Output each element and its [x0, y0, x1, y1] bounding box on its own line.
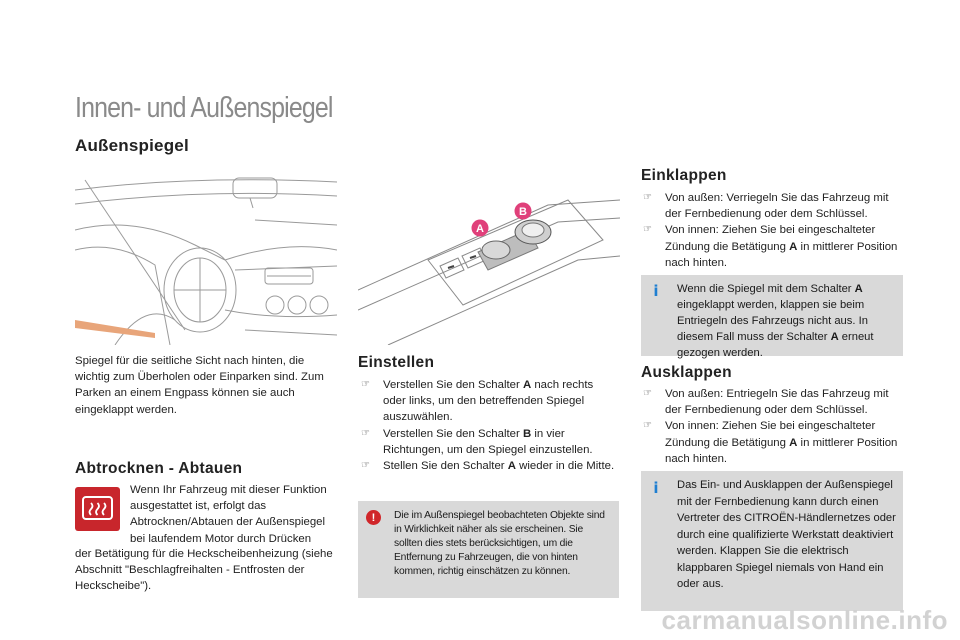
bullet-marker-icon: ☞ — [643, 420, 652, 432]
label-a: A — [476, 223, 484, 235]
info-icon: i — [653, 479, 659, 497]
info-box-einklappen — [641, 275, 903, 359]
label-b: B — [519, 206, 527, 218]
switch-panel-illustration — [358, 170, 620, 345]
info-text-ausklappen: Das Ein- und Ausklappen der Außenspiegel mit der Fernbedienung kann durch einen Vertreter des CITROËN-Händlernetzes oder durch eine qualifizierte Werkstatt deaktiviert werden. Klappen Sie die elektrisch klappbaren Spiegel niemals von Hand ein oder aus. — [677, 479, 896, 590]
dashboard-illustration — [75, 170, 337, 345]
rear-defrost-button-icon — [75, 487, 120, 531]
defrost-text-full: der Betätigung für die Heckscheibenheizung (siehe Abschnitt "Beschlagfreihalten - Entfrosten der Heckscheibe"). — [75, 548, 333, 593]
switch-panel-drawing — [358, 170, 620, 345]
info-icon: i — [653, 282, 659, 300]
intro-paragraph: Spiegel für die seitliche Sicht nach hinten, die wichtig zum Überholen oder Einparken sind. Zum Parken an einem Engpass können sie auch eingeklappt werden. — [75, 355, 324, 416]
einklappen-list — [643, 190, 905, 271]
page-title: Innen- und Außenspiegel — [75, 92, 333, 124]
list-item: ☞ Von innen: Ziehen Sie bei eingeschalteter Zündung die Betätigung A in mittlerer Position nach hinten. — [643, 420, 898, 465]
bullet-marker-icon: ☞ — [361, 460, 370, 472]
bullet-marker-icon: ☞ — [643, 388, 652, 399]
ausklappen-list — [643, 386, 905, 467]
list-item: ☞ Verstellen Sie den Schalter A nach rechts oder links, um den betreffenden Spiegel auszuwählen. — [361, 379, 594, 424]
section-heading-aussenspiegel: Außenspiegel — [75, 136, 189, 155]
dashboard-drawing — [75, 170, 337, 345]
bullet-marker-icon: ☞ — [643, 224, 652, 236]
bullet-marker-icon: ☞ — [361, 427, 370, 439]
warning-text: Die im Außenspiegel beobachteten Objekte sind in Wirklichkeit näher als sie erscheinen. Sie sollten dies stets berücksichtigen, um die Entfernung zu Fahrzeugen, die von hinten kommen, richtig einschätzen zu können. — [394, 510, 605, 578]
einstellen-list — [361, 377, 619, 474]
warning-box — [358, 501, 619, 598]
section-heading-einklappen: Einklappen — [641, 167, 727, 184]
list-item: ☞ Von außen: Verriegeln Sie das Fahrzeug mit der Fernbedienung oder dem Schlüssel. — [643, 192, 889, 221]
section-heading-ausklappen: Ausklappen — [641, 364, 732, 381]
bullet-marker-icon: ☞ — [643, 192, 652, 203]
warning-icon: ! — [366, 510, 381, 525]
info-box-ausklappen — [641, 471, 903, 611]
watermark-text: carmanualsonline.info — [661, 605, 948, 635]
list-item: ☞ Von außen: Entriegeln Sie das Fahrzeug mit der Fernbedienung oder dem Schlüssel. — [643, 388, 889, 417]
list-item: ☞ Verstellen Sie den Schalter B in vier Richtungen, um den Spiegel einzustellen. — [361, 427, 593, 456]
bullet-marker-icon: ☞ — [361, 379, 370, 390]
section-heading-einstellen: Einstellen — [358, 354, 435, 371]
section-heading-abtrocknen: Abtrocknen - Abtauen — [75, 460, 243, 477]
info-text-einklappen: Wenn die Spiegel mit dem Schalter A eingeklappt werden, klappen sie beim Entriegeln des Fahrzeugs nicht aus. In diesem Fall muss der Schalter A erneut gezogen werden. — [677, 283, 874, 359]
list-item: ☞ Stellen Sie den Schalter A wieder in die Mitte. — [361, 458, 619, 474]
list-item: ☞ Von innen: Ziehen Sie bei eingeschalteter Zündung die Betätigung A in mittlerer Position nach hinten. — [643, 224, 898, 269]
defrost-text-indented: Wenn Ihr Fahrzeug mit dieser Funktion ausgestattet ist, erfolgt das Abtrocknen/Abtauen der Außenspiegel bei laufendem Motor durch Drücken — [130, 484, 327, 545]
rear-defrost-icon — [81, 494, 114, 525]
